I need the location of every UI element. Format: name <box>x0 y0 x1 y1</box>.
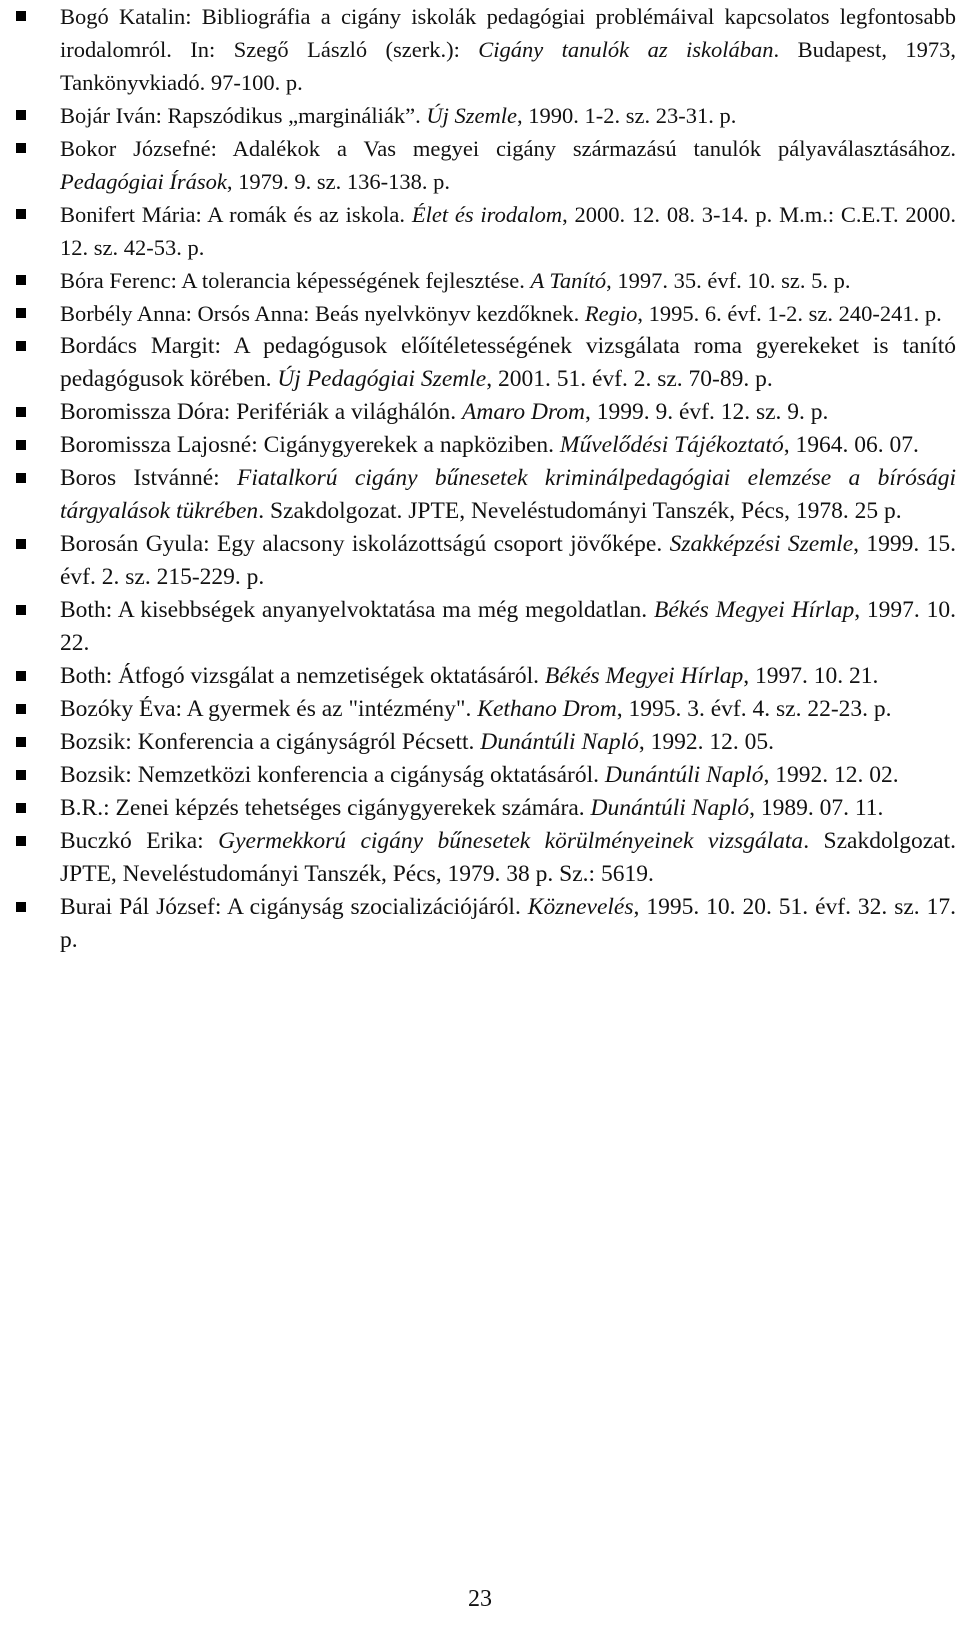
entry-details: , 1992. 12. 02. <box>763 762 899 788</box>
entry-title: Adalékok a Vas megyei cigány származású tanulók pályaválasztásához. <box>216 136 956 161</box>
entry-title: A romák és az iskola. <box>201 202 412 227</box>
entry-title: Nemzetközi konferencia a cigányság oktatásáról. <box>131 762 605 788</box>
bibliography-entry <box>16 825 956 891</box>
bibliography-entry <box>16 891 956 957</box>
entry-author: Bozsik: <box>60 762 132 788</box>
entry-details: , 1995. 10. 20. 51. évf. 32. sz. 17. p. <box>60 894 956 953</box>
square-bullet-icon <box>16 143 26 153</box>
entry-details: , 1995. 3. évf. 4. sz. 22-23. p. <box>616 696 892 722</box>
bibliography-entry <box>16 462 956 528</box>
entry-source: Békés Megyei Hírlap <box>653 597 855 623</box>
bibliography-entry <box>16 693 956 726</box>
entry-source: Pedagógiai Írások <box>60 169 227 194</box>
square-bullet-icon <box>16 605 26 615</box>
entry-source: Cigány tanulók az iskolában <box>478 37 774 62</box>
entry-title: Átfogó vizsgálat a nemzetiségek oktatásáról. <box>112 663 545 689</box>
entry-title: A kisebbségek anyanyelvoktatása ma még megoldatlan. <box>112 597 654 623</box>
bibliography-entry <box>16 264 956 297</box>
page-number: 23 <box>468 1586 492 1612</box>
square-bullet-icon <box>16 11 26 21</box>
entry-title <box>204 828 218 854</box>
entry-author: Bokor Józsefné: <box>60 136 217 161</box>
square-bullet-icon <box>16 803 26 813</box>
entry-author: Bogó Katalin: <box>60 4 192 29</box>
entry-author: Bonifert Mária: <box>60 202 202 227</box>
bibliography-entry <box>16 99 956 132</box>
square-bullet-icon <box>16 770 26 780</box>
entry-source: Művelődési Tájékoztató <box>559 432 784 458</box>
entry-details: , 2001. 51. évf. 2. sz. 70-89. p. <box>486 366 773 392</box>
entry-details: , 1997. 10. 21. <box>743 663 879 689</box>
entry-source: Dunántúli Napló <box>604 762 764 788</box>
bibliography-entry <box>16 660 956 693</box>
entry-author: Boromissza Dóra: <box>60 399 231 425</box>
entry-source: Köznevelés <box>527 894 634 920</box>
entry-title: Egy alacsony iskolázottságú csoport jövőképe. <box>209 531 670 557</box>
entry-source: Kethano Drom <box>477 696 617 722</box>
entry-details: , 1997. 10. 22. <box>60 597 956 656</box>
entry-title: A cigányság szocializációjáról. <box>221 894 528 920</box>
entry-author: Boros Istvánné: <box>60 465 220 491</box>
entry-details: , 1995. 6. évf. 1-2. sz. 240-241. p. <box>637 301 942 326</box>
square-bullet-icon <box>16 341 26 351</box>
entry-author: Borosán Gyula: <box>60 531 210 557</box>
entry-author: Bozóky Éva: <box>60 696 183 722</box>
entry-details: . Szakdolgozat. JPTE, Neveléstudományi Tanszék, Pécs, 1979. 38 p. Sz.: 5619. <box>60 828 956 887</box>
bibliography-entry <box>16 594 956 660</box>
entry-author: Boromissza Lajosné: <box>60 432 258 458</box>
square-bullet-icon <box>16 473 26 483</box>
entry-title: Rapszódikus „margináliák”. <box>161 103 427 128</box>
entry-details: , 1964. 06. 07. <box>783 432 919 458</box>
entry-author: Both: <box>60 663 113 689</box>
bibliography-entry <box>16 759 956 792</box>
entry-source: Regio <box>584 301 638 326</box>
bibliography-entry <box>16 297 956 330</box>
entry-source: Gyermekkorú cigány bűnesetek körülményeinek vizsgálata <box>218 828 804 854</box>
entry-details: , 2000. 12. 08. 3-14. p. M.m.: C.E.T. 2000. 12. sz. 42-53. p. <box>60 202 956 260</box>
square-bullet-icon <box>16 737 26 747</box>
entry-details: , 1992. 12. 05. <box>638 729 775 755</box>
entry-source: Új Pedagógiai Szemle <box>277 366 487 392</box>
square-bullet-icon <box>16 836 26 846</box>
square-bullet-icon <box>16 209 26 219</box>
entry-author: Borbély Anna: <box>60 301 192 326</box>
entry-author: Buczkó Erika: <box>60 828 204 854</box>
bibliography-entry <box>16 132 956 198</box>
entry-author: Burai Pál József: <box>60 894 222 920</box>
entry-title: Konferencia a cigányságról Pécsett. <box>131 729 481 755</box>
bibliography-entry <box>16 330 956 396</box>
bibliography-entry <box>16 528 956 594</box>
bibliography-list <box>16 0 956 957</box>
entry-source: Dunántúli Napló <box>480 729 639 755</box>
entry-details: , 1999. 9. évf. 12. sz. 9. p. <box>584 399 829 425</box>
square-bullet-icon <box>16 275 26 285</box>
entry-title: A tolerancia képességének fejlesztése. <box>176 268 531 293</box>
bibliography-entry <box>16 396 956 429</box>
entry-source: Fiatalkorú cigány bűnesetek kriminálpedagógiai elemzése a bírósági tárgyalások tükrében <box>60 465 956 524</box>
bibliography-entry <box>16 726 956 759</box>
entry-source: Új Szemle <box>426 103 517 128</box>
entry-author: Bozsik: <box>60 729 132 755</box>
square-bullet-icon <box>16 671 26 681</box>
entry-source: A Tanító <box>530 268 607 293</box>
entry-details: , 1999. 15. évf. 2. sz. 215-229. p. <box>60 531 956 590</box>
entry-source: Békés Megyei Hírlap <box>544 663 744 689</box>
square-bullet-icon <box>16 407 26 417</box>
entry-author: Bojár Iván: <box>60 103 162 128</box>
square-bullet-icon <box>16 704 26 714</box>
entry-title: Zenei képzés tehetséges cigánygyerekek számára. <box>109 795 591 821</box>
entry-details: , 1979. 9. sz. 136-138. p. <box>226 169 450 194</box>
square-bullet-icon <box>16 440 26 450</box>
bibliography-entry <box>16 429 956 462</box>
entry-title <box>220 465 237 491</box>
entry-source: Dunántúli Napló <box>590 795 750 821</box>
bibliography-entry <box>16 792 956 825</box>
entry-details: . Szakdolgozat. JPTE, Neveléstudományi Tanszék, Pécs, 1978. 25 p. <box>258 498 902 524</box>
entry-title: Cigánygyerekek a napköziben. <box>257 432 560 458</box>
entry-author: B.R.: <box>60 795 110 821</box>
entry-title: Orsós Anna: Beás nyelvkönyv kezdőknek. <box>191 301 585 326</box>
entry-source: Élet és irodalom <box>411 202 563 227</box>
entry-details: , 1989. 07. 11. <box>749 795 884 821</box>
entry-title: A gyermek és az "intézmény". <box>182 696 478 722</box>
entry-author: Both: <box>60 597 113 623</box>
entry-details: . Budapest, 1973, Tankönyvkiadó. 97-100. p. <box>60 37 956 95</box>
bibliography-entry <box>16 0 956 99</box>
entry-details: , 1990. 1-2. sz. 23-31. p. <box>516 103 737 128</box>
entry-author: Bóra Ferenc: <box>60 268 177 293</box>
bibliography-entry <box>16 198 956 264</box>
square-bullet-icon <box>16 539 26 549</box>
square-bullet-icon <box>16 902 26 912</box>
entry-title: Bibliográfia a cigány iskolák pedagógiai problémáival kapcsolatos legfontosabb irodalomról. In: Szegő László (szerk.): <box>60 4 957 62</box>
entry-details: , 1997. 35. évf. 10. sz. 5. p. <box>606 268 851 293</box>
entry-title: Perifériák a világhálón. <box>230 399 462 425</box>
square-bullet-icon <box>16 308 26 318</box>
entry-source: Amaro Drom <box>462 399 585 425</box>
square-bullet-icon <box>16 110 26 120</box>
entry-title: A pedagógusok előítéletességének vizsgálata roma gyerekeket is tanító pedagógusok körében. <box>60 333 956 392</box>
entry-source: Szakképzési Szemle <box>669 531 854 557</box>
entry-author: Bordács Margit: <box>60 333 221 359</box>
